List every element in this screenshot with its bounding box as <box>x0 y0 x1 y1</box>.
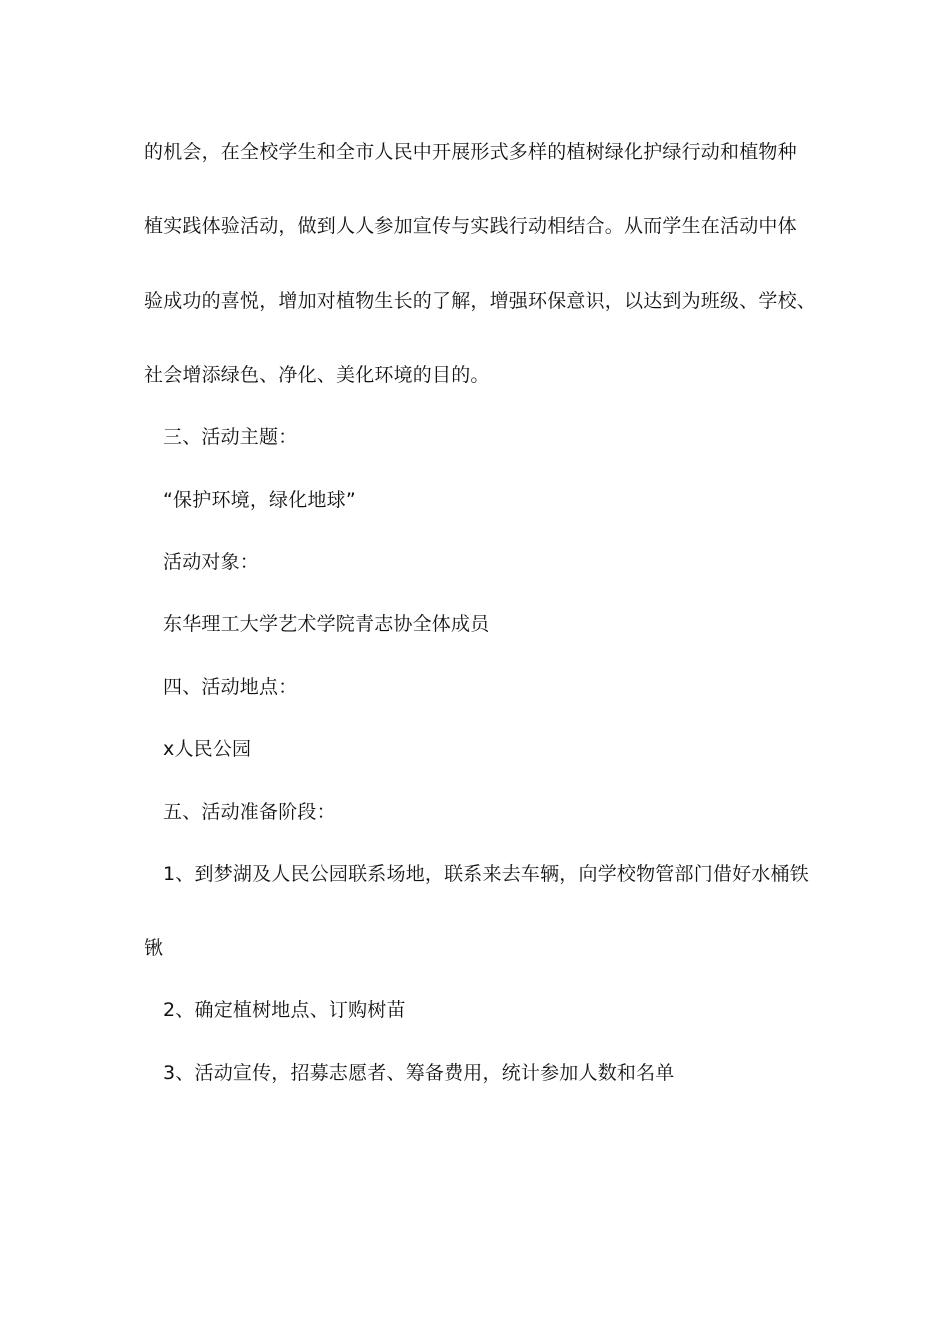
body-text-line: 验成功的喜悦，增加对植物生长的了解，增强环保意识，以达到为班级、学校、 <box>144 290 817 312</box>
preparation-item-1: 1、到梦湖及人民公园联系场地，联系来去车辆，向学校物管部门借好水桶铁 <box>163 863 809 885</box>
audience-heading: 活动对象： <box>163 551 260 573</box>
audience-text: 东华理工大学艺术学院青志协全体成员 <box>163 613 490 635</box>
preparation-item-1-continuation: 锹 <box>144 937 164 959</box>
preparation-item-3: 3、活动宣传，招募志愿者、筹备费用，统计参加人数和名单 <box>163 1062 675 1084</box>
body-text-line: 植实践体验活动，做到人人参加宣传与实践行动相结合。从而学生在活动中体 <box>144 215 797 237</box>
section-heading-theme: 三、活动主题： <box>163 426 298 448</box>
preparation-item-2: 2、确定植树地点、订购树苗 <box>163 999 406 1021</box>
location-text: x人民公园 <box>163 738 252 760</box>
theme-slogan: “保护环境，绿化地球” <box>163 489 356 511</box>
section-heading-preparation: 五、活动准备阶段： <box>163 801 336 823</box>
section-heading-location: 四、活动地点： <box>163 676 298 698</box>
body-text-line: 的机会，在全校学生和全市人民中开展形式多样的植树绿化护绿行动和植物种 <box>144 141 797 163</box>
body-text-line: 社会增添绿色、净化、美化环境的目的。 <box>144 364 490 386</box>
